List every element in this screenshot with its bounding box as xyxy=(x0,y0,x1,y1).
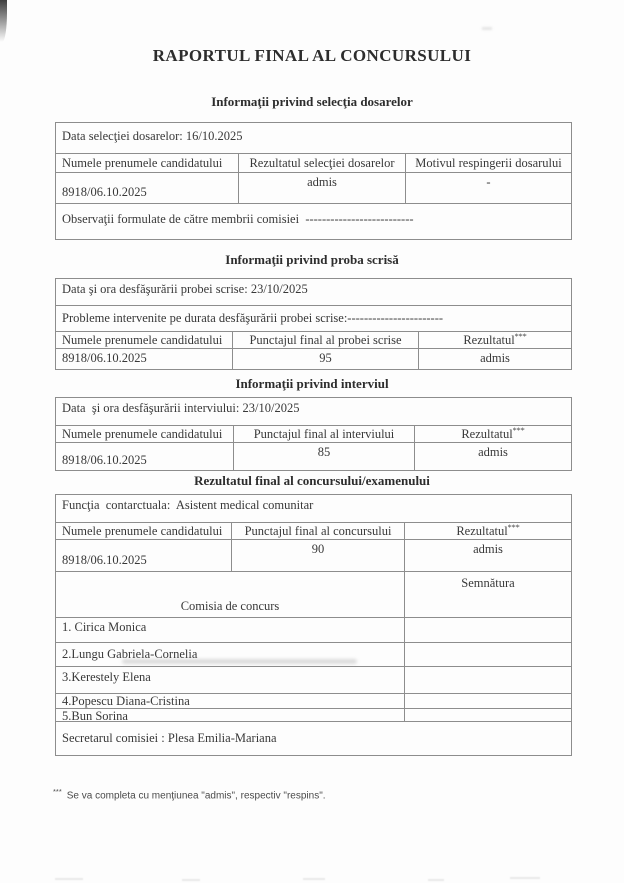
interview-result-value: admis xyxy=(414,443,571,470)
section-heading-written-test: Informaţii privind proba scrisă xyxy=(225,252,399,267)
position-cell: Funcţia contarctuala: Asistent medical comunitar xyxy=(62,498,314,512)
committee-member-name: 2.Lungu Gabriela-Cornelia xyxy=(62,647,198,661)
header-result: Rezultatul*** xyxy=(418,332,571,348)
scan-artifact-dot xyxy=(482,27,492,30)
written-score-value: 95 xyxy=(232,349,418,369)
footnote-reference: *** xyxy=(514,332,527,341)
footnote-reference: *** xyxy=(512,426,525,435)
scan-artifact-corner xyxy=(0,0,7,42)
section-heading-final-result: Rezultatul final al concursului/examenului xyxy=(194,473,430,488)
header-candidate-name: Numele prenumele candidatului xyxy=(62,427,223,441)
footnote-text: Se va completa cu menţiunea "admis", respectiv "respins". xyxy=(66,790,326,802)
footnote-marker: *** xyxy=(53,787,62,796)
footnote xyxy=(53,787,326,801)
table-header-row xyxy=(56,522,571,539)
signature-empty-cell xyxy=(404,643,571,666)
committee-member-row xyxy=(56,708,571,721)
scan-artifact-edge xyxy=(182,879,200,881)
interview-score-value: 85 xyxy=(233,443,414,470)
written-test-problems-cell: Probleme intervenite pe durata desfăşurării probei scrise:----------------------- xyxy=(62,311,444,325)
scan-artifact-edge xyxy=(55,878,83,880)
scan-artifact-smudge xyxy=(122,659,357,664)
header-result: Rezultatul*** xyxy=(404,523,571,539)
table-row xyxy=(56,721,571,755)
committee-member-name: 3.Kerestely Elena xyxy=(62,670,151,684)
committee-member-name: 4.Popescu Diana-Cristina xyxy=(62,694,190,708)
signature-empty-cell xyxy=(404,694,571,708)
header-rejection-reason: Motivul respingerii dosarului xyxy=(405,154,571,172)
written-test-date-cell: Data şi ora desfăşurării probei scrise: 23/10/2025 xyxy=(62,282,308,296)
table-row xyxy=(56,571,571,617)
scan-artifact-edge xyxy=(510,877,540,879)
signature-empty-cell xyxy=(404,709,571,721)
secretary-cell: Secretarul comisiei : Plesa Emilia-Mariana xyxy=(62,730,277,745)
scan-artifact-edge xyxy=(303,878,325,880)
committee-member-row xyxy=(56,693,571,708)
written-result-value: admis xyxy=(418,349,571,369)
selection-table xyxy=(55,122,572,240)
candidate-id: 8918/06.10.2025 xyxy=(62,351,147,365)
rejection-reason-value: - xyxy=(405,173,571,203)
scan-artifact-edge xyxy=(428,879,444,881)
header-final-score: Punctajul final al concursului xyxy=(231,523,404,539)
table-row xyxy=(56,348,571,369)
header-candidate-name: Numele prenumele candidatului xyxy=(62,156,223,170)
interview-date-cell: Data şi ora desfăşurării interviului: 23/10/2025 xyxy=(62,401,300,415)
report-title: RAPORTUL FINAL AL CONCURSULUI xyxy=(152,46,472,65)
table-row xyxy=(56,305,571,331)
committee-member-row xyxy=(56,617,571,642)
signature-empty-cell xyxy=(404,618,571,642)
header-result: Rezultatul*** xyxy=(414,426,571,442)
header-candidate-name: Numele prenumele candidatului xyxy=(62,524,223,538)
signature-empty-cell xyxy=(404,667,571,693)
committee-member-name: 5.Bun Sorina xyxy=(62,709,128,721)
final-score-value: 90 xyxy=(231,540,404,571)
table-row xyxy=(56,398,571,425)
candidate-id: 8918/06.10.2025 xyxy=(62,553,147,567)
interview-table xyxy=(55,397,572,471)
written-test-table xyxy=(55,278,572,370)
table-row xyxy=(56,279,571,305)
committee-label-cell: Comisia de concurs xyxy=(180,598,280,613)
table-row xyxy=(56,172,571,203)
table-header-row xyxy=(56,425,571,442)
table-row xyxy=(56,539,571,571)
candidate-id: 8918/06.10.2025 xyxy=(62,453,147,467)
section-heading-selection: Informaţii privind selecţia dosarelor xyxy=(211,94,413,109)
candidate-id: 8918/06.10.2025 xyxy=(62,185,147,199)
header-candidate-name: Numele prenumele candidatului xyxy=(62,333,223,347)
final-result-value: admis xyxy=(404,540,571,571)
table-row xyxy=(56,495,571,522)
table-row xyxy=(56,123,571,153)
table-header-row xyxy=(56,153,571,172)
signature-label-cell: Semnătura xyxy=(404,572,571,617)
header-selection-result: Rezultatul selecţiei dosarelor xyxy=(238,154,405,172)
selection-result-value: admis xyxy=(238,173,405,203)
footnote-reference: *** xyxy=(507,523,520,532)
table-row xyxy=(56,442,571,470)
section-heading-interview: Informaţii privind interviul xyxy=(235,376,389,391)
committee-member-row xyxy=(56,666,571,693)
final-result-table xyxy=(55,494,572,756)
observations-cell: Observaţii formulate de către membrii comisiei -------------------------- xyxy=(62,212,414,226)
committee-member-name: 1. Cirica Monica xyxy=(62,620,147,634)
table-header-row xyxy=(56,331,571,348)
table-row xyxy=(56,203,571,239)
header-written-score: Punctajul final al probei scrise xyxy=(232,332,418,348)
selection-date-cell: Data selecţiei dosarelor: 16/10.2025 xyxy=(62,129,243,143)
header-interview-score: Punctajul final al interviului xyxy=(233,426,414,442)
